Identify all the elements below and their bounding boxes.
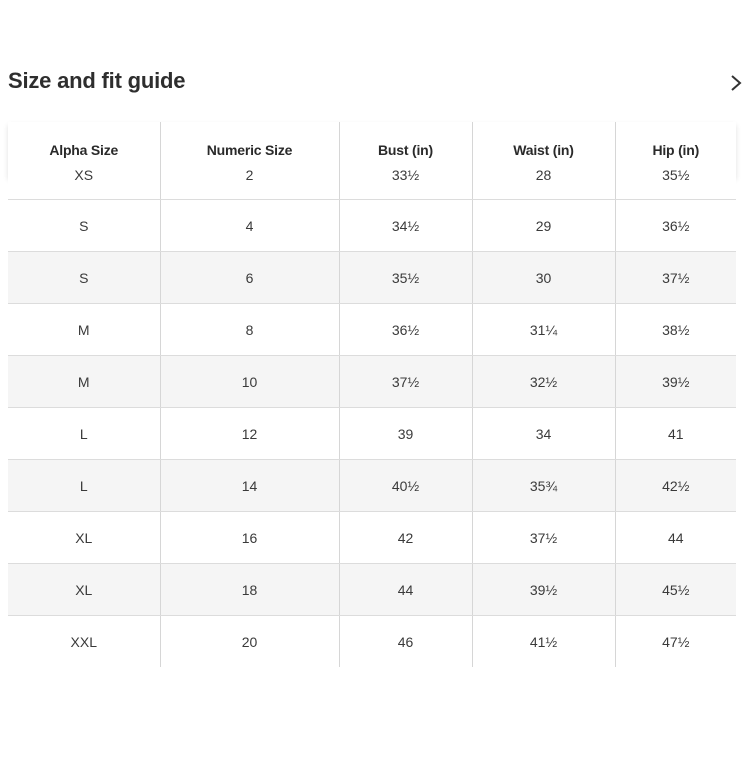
table-cell: 41 <box>615 408 736 460</box>
table-cell: 18 <box>160 564 339 616</box>
header-alpha-size: Alpha Size <box>8 122 160 177</box>
table-cell: 44 <box>339 564 472 616</box>
modal-title: Size and fit guide <box>8 68 186 93</box>
cell-text: 28 <box>535 167 552 183</box>
table-cell: 6 <box>160 252 339 304</box>
table-cell: XL <box>8 512 160 564</box>
table-header-row <box>8 122 736 177</box>
table-row <box>8 512 736 564</box>
table-cell <box>160 167 339 200</box>
size-table <box>8 122 736 667</box>
table-cell: 37½ <box>339 356 472 408</box>
table-cell: 41½ <box>472 616 615 668</box>
table-cell: 16 <box>160 512 339 564</box>
table-cell: 42 <box>339 512 472 564</box>
table-cell: 44 <box>615 512 736 564</box>
close-icon[interactable] <box>728 70 748 96</box>
table-cell: S <box>8 200 160 252</box>
table-cell: 40½ <box>339 460 472 512</box>
table-cell: 39½ <box>472 564 615 616</box>
cell-text: XS <box>74 167 94 183</box>
table-cell: 29 <box>472 200 615 252</box>
table-cell: 42½ <box>615 460 736 512</box>
table-cell: M <box>8 356 160 408</box>
table-cell: 30 <box>472 252 615 304</box>
table-cell <box>8 167 160 200</box>
table-cell: XXL <box>8 616 160 668</box>
table-cell: 12 <box>160 408 339 460</box>
table-cell: 20 <box>160 616 339 668</box>
header-waist: Waist (in) <box>472 122 615 177</box>
table-cell: M <box>8 304 160 356</box>
table-cell: XL <box>8 564 160 616</box>
table-cell <box>339 167 472 200</box>
cell-text: 35½ <box>662 167 690 183</box>
header-bust: Bust (in) <box>339 122 472 177</box>
table-row <box>8 200 736 252</box>
table-cell: 45½ <box>615 564 736 616</box>
table-cell: 39½ <box>615 356 736 408</box>
table-row <box>8 616 736 668</box>
table-cell: 38½ <box>615 304 736 356</box>
table-cell: 39 <box>339 408 472 460</box>
table-cell: 32½ <box>472 356 615 408</box>
table-cell <box>472 167 615 200</box>
table-cell: 47½ <box>615 616 736 668</box>
table-row <box>8 460 736 512</box>
table-cell <box>615 167 736 200</box>
table-row <box>8 304 736 356</box>
table-cell: 34½ <box>339 200 472 252</box>
table-cell: 34 <box>472 408 615 460</box>
close-button[interactable] <box>728 70 748 96</box>
table-cell: S <box>8 252 160 304</box>
table-cell: 37½ <box>472 512 615 564</box>
table-cell: 46 <box>339 616 472 668</box>
table-cell: L <box>8 408 160 460</box>
table-cell: 35¾ <box>472 460 615 512</box>
table-cell: 8 <box>160 304 339 356</box>
table-cell: 35½ <box>339 252 472 304</box>
table-cell: 10 <box>160 356 339 408</box>
table-cell: 31¼ <box>472 304 615 356</box>
table-row <box>8 356 736 408</box>
table-cell: 36½ <box>615 200 736 252</box>
header-numeric-size: Numeric Size <box>160 122 339 177</box>
table-cell: 14 <box>160 460 339 512</box>
table-cell: 4 <box>160 200 339 252</box>
table-row <box>8 564 736 616</box>
table-row <box>8 408 736 460</box>
table-cell: 36½ <box>339 304 472 356</box>
table-cell: 37½ <box>615 252 736 304</box>
table-row-partial <box>8 177 736 200</box>
table-cell: L <box>8 460 160 512</box>
table-row <box>8 252 736 304</box>
cell-text: 2 <box>245 167 254 183</box>
header-hip: Hip (in) <box>615 122 736 177</box>
cell-text: 33½ <box>391 167 420 183</box>
size-table-scroll[interactable] <box>8 122 736 668</box>
